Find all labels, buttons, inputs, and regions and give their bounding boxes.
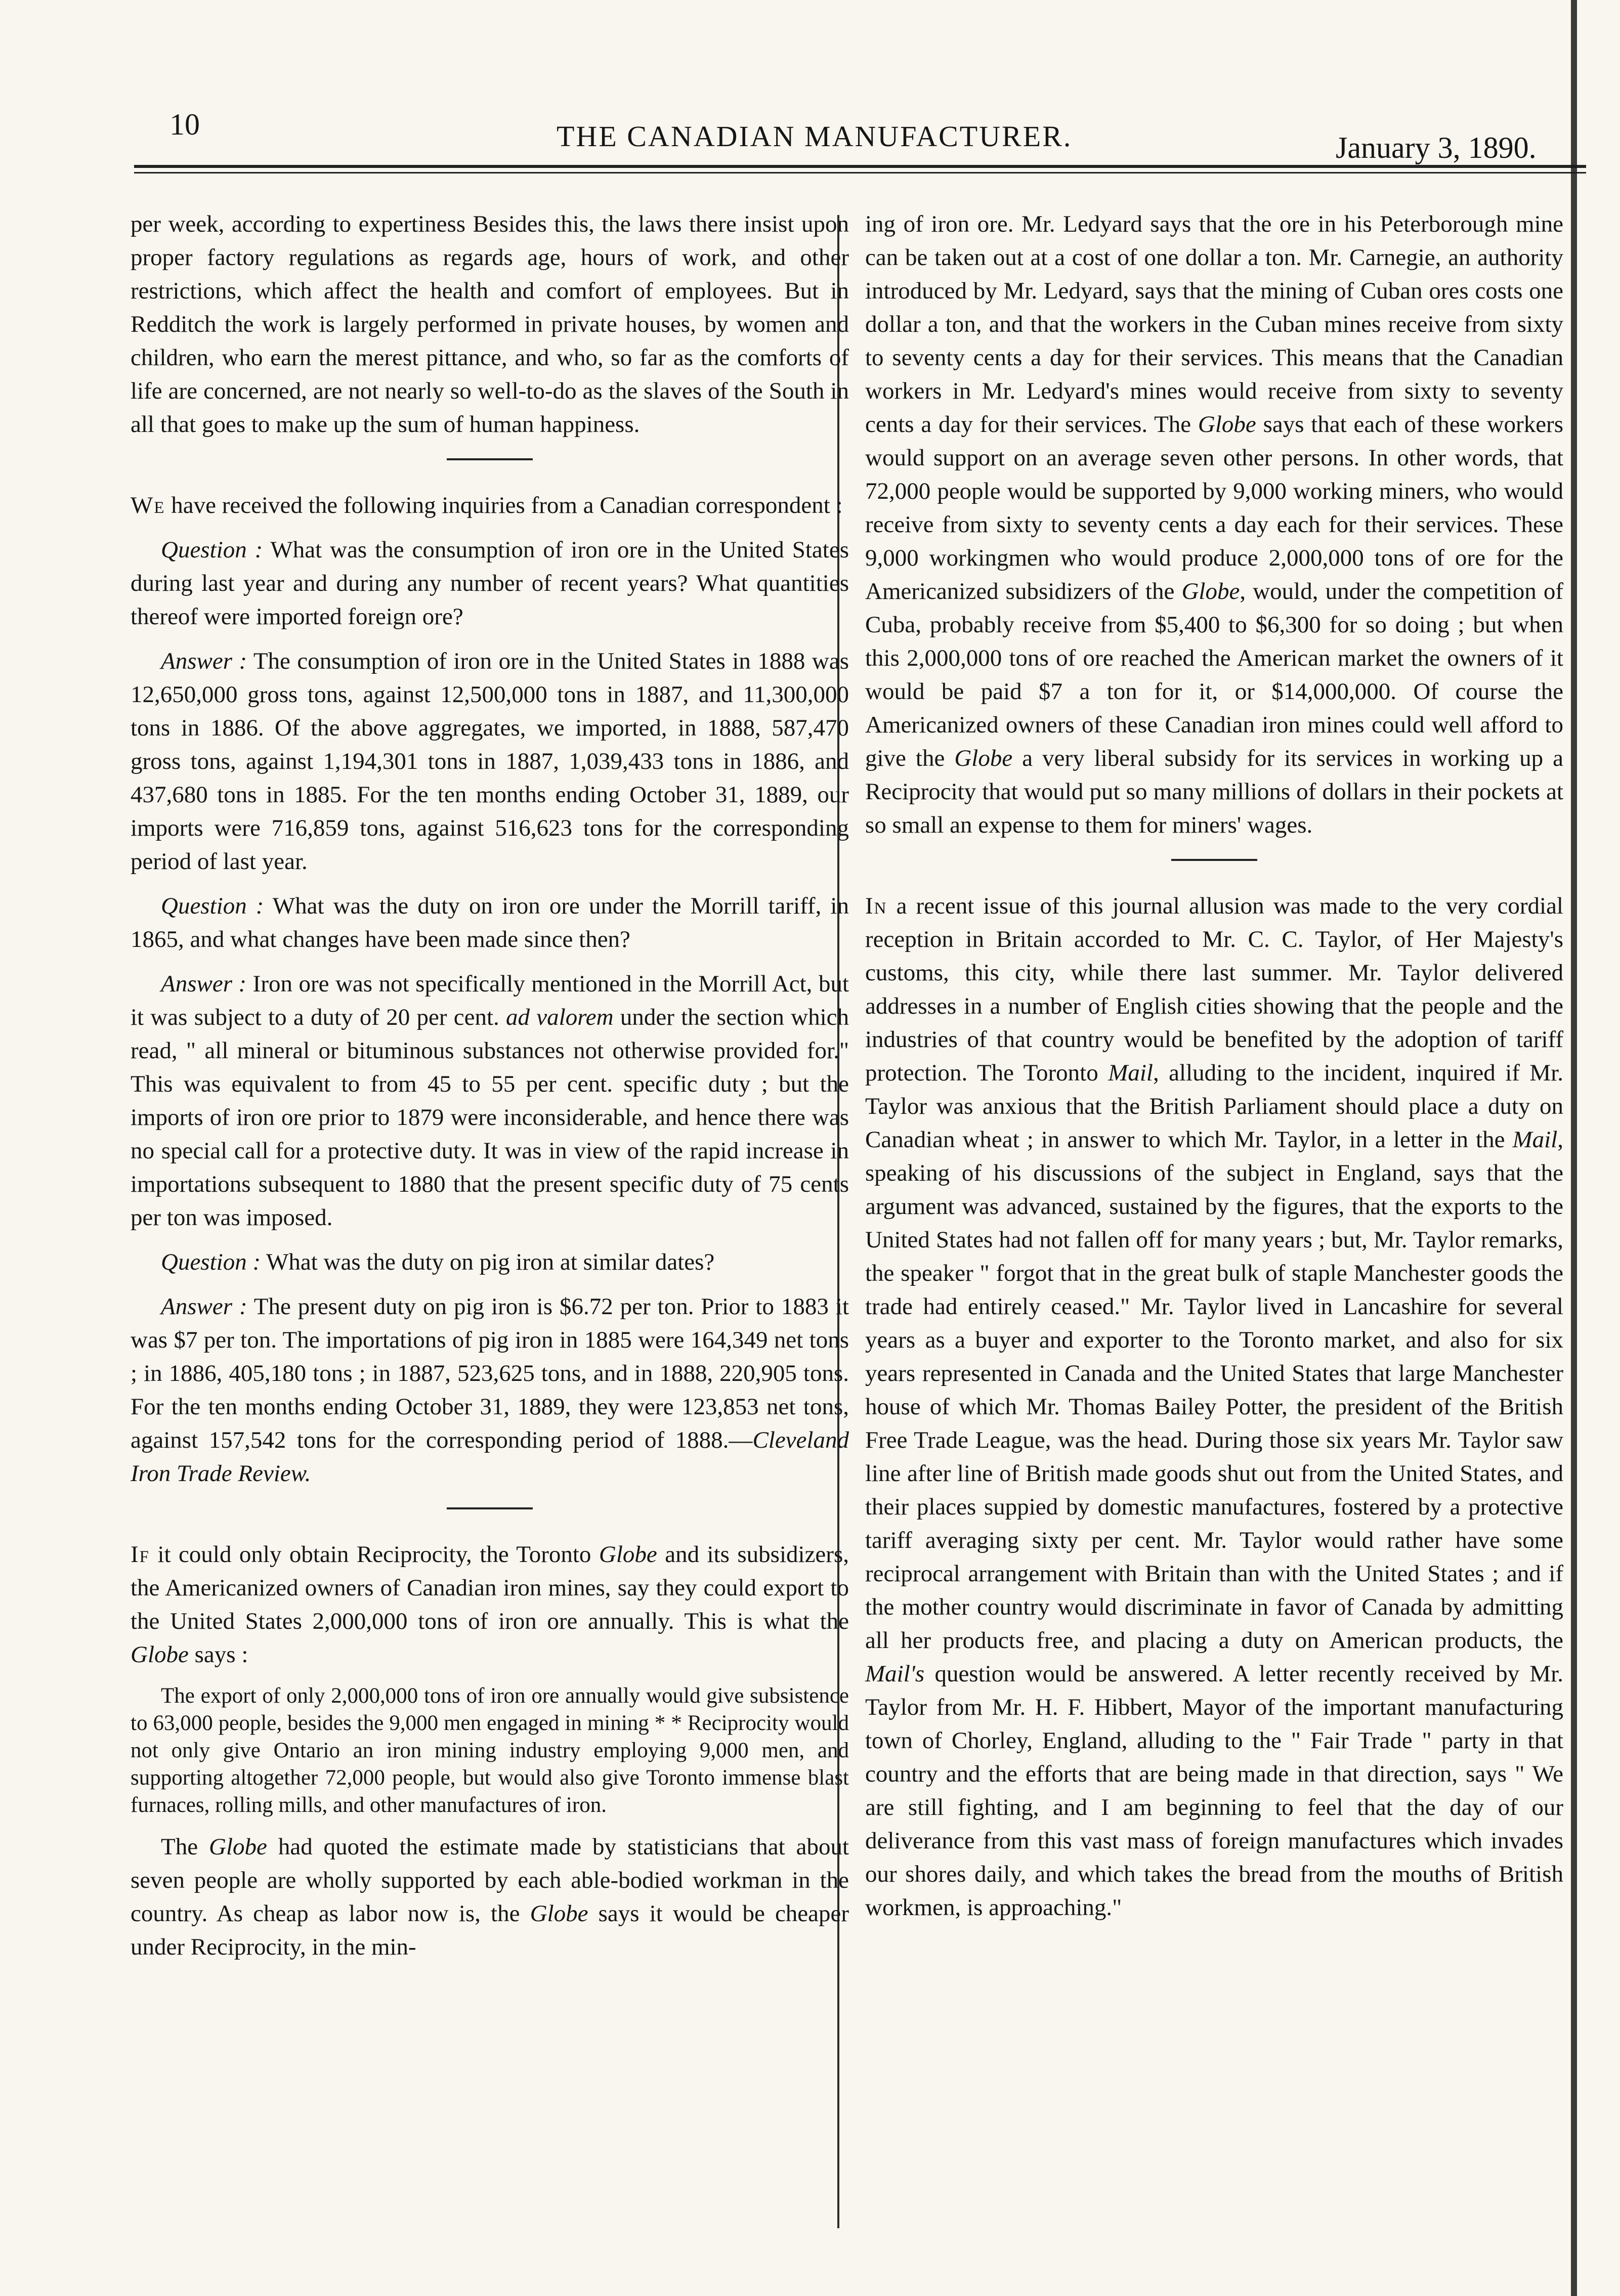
taylor-text: question would be answered. A letter recently received by Mr. Taylor from Mr. H. F. Hibbert, Mayor of the important manufacturing town of Chorley, England, alluding to the " Fair Trade " party in that country and the efforts that are being made in that direction, says " We are still fighting, and I am beginning to feel that the day of our deliverance from this vast mass of foreign manufactures which invades our shores daily, and which takes the bread from the mouths of British workmen, is approaching." <box>865 1661 1563 1921</box>
reciprocity-text: says : <box>194 1641 248 1668</box>
section-separator <box>447 1507 533 1509</box>
question-label: Question : <box>161 1249 261 1275</box>
taylor-text: , alluding to the incident, inquired if Mr. Taylor was anxious that the British Parliament should place a duty on Canadian wheat ; in answer to which Mr. Taylor, in a letter in the <box>865 1060 1563 1153</box>
page-number: 10 <box>169 108 200 141</box>
answer-text: The consumption of iron ore in the United States in 1888 was 12,650,000 gross tons, against 12,500,000 tons in 1887, and 11,300,000 tons in 1886. Of the above aggregates, we imported, in 1888, 587,470 gross tons, against 1,194,301 tons in 1887, 1,039,433 tons in 1886, and 437,680 tons in 1885. For the ten months ending October 31, 1889, our imports were 716,859 tons, against 516,623 tons for the corresponding period of last year. <box>131 648 849 875</box>
mail-ref: Mail's <box>865 1661 925 1687</box>
answer-3 <box>131 1290 849 1490</box>
reciprocity-intro <box>131 1538 849 1671</box>
ledyard-text: says that each of these workers would support on an average seven other persons. In other words, that 72,000 people would be supported by 9,000 working miners, who would receive from sixty to seventy cents a day each for their services. These 9,000 workingmen who would produce 2,000,000 tons of ore for the Americanized subsidizers of the <box>865 411 1563 604</box>
taylor-text: a recent issue of this journal allusion was made to the very cordial reception in Britain accorded to Mr. C. C. Taylor, of Her Majesty's customs, this city, while there last summer. Mr. Taylor delivered addresses in a number of English cities showing that the people and the industries of that country would be benefited by the adoption of tariff protection. The Toronto <box>865 893 1563 1086</box>
answer-label: Answer : <box>161 648 247 674</box>
mail-ref: Mail <box>1512 1127 1558 1153</box>
globe-ref: Globe <box>530 1900 588 1927</box>
question-text: What was the duty on iron ore under the Morrill tariff, in 1865, and what changes have been made since then? <box>131 893 849 952</box>
inquiries-intro-text: have received the following inquiries from a Canadian correspondent : <box>171 492 843 518</box>
globe-ref: Globe <box>1198 411 1256 438</box>
ledyard-text: a very liberal subsidy for its services in working up a Reciprocity that would put so many millions of dollars in their pockets at so small an expense to them for miners' wages. <box>865 745 1564 838</box>
globe-ref: Globe <box>209 1834 267 1860</box>
taylor-paragraph <box>865 889 1563 1924</box>
left-column <box>131 207 849 1975</box>
question-text: What was the consumption of iron ore in the United States during last year and during any number of recent years? What quantities thereof were imported foreign ore? <box>131 537 849 630</box>
answer-source: Cleveland Iron Trade Review. <box>131 1427 849 1487</box>
answer-1 <box>131 644 849 878</box>
ledyard-paragraph <box>865 207 1563 842</box>
answer-label: Answer : <box>161 1293 247 1320</box>
globe-estimate-paragraph <box>131 1830 849 1964</box>
question-label: Question : <box>161 893 264 919</box>
publication-title: THE CANADIAN MANUFACTURER. <box>557 120 1073 153</box>
estimate-text: had quoted the estimate made by statisticians that about seven people are wholly supported by each able-bodied workman in the country. As cheap as labor now is, the <box>131 1834 849 1927</box>
section-separator <box>447 458 533 460</box>
answer-text: under the section which read, " all mineral or bituminous substances not otherwise provided for." This was equivalent to from 45 to 55 per cent. specific duty ; but the imports of iron ore prior to 1879 were inconsiderable, and hence there was no special call for a protective duty. It was in view of the rapid increase in importations subsequent to 1880 that the present specific duty of 75 cents per ton was imposed. <box>131 1004 849 1231</box>
estimate-text: says it would be cheaper under Reciprocity, in the min- <box>131 1900 849 1960</box>
answer-italic: ad valorem <box>506 1004 614 1030</box>
question-text: What was the duty on pig iron at similar dates? <box>266 1249 715 1275</box>
globe-ref: Globe <box>1181 578 1240 604</box>
inquiries-intro <box>131 489 849 522</box>
reciprocity-text: it could only obtain Reciprocity, the Toronto <box>157 1541 591 1568</box>
mail-ref: Mail <box>1108 1060 1153 1086</box>
question-label: Question : <box>161 537 263 563</box>
lead-word: In <box>865 893 887 919</box>
globe-quote: The export of only 2,000,000 tons of iron ore annually would give subsistence to 63,000 people, besides the 9,000 men engaged in mining * * Reciprocity would not only give Ontario an iron mining industry employing 9,000 men, and supporting altogether 72,000 people, but would also give Toronto immense blast furnaces, rolling mills, and other manufactures of iron. <box>131 1684 849 1817</box>
scan-edge <box>1571 0 1577 2296</box>
ledyard-text: , would, under the competition of Cuba, probably receive from $5,400 to $6,300 for so doing ; but when this 2,000,000 tons of ore reached the American market the owners of it would be paid $7 a ton for it, or $14,000,000. Of course the Americanized owners of these Canadian iron mines could well afford to give the <box>865 578 1563 771</box>
question-2 <box>131 889 849 956</box>
globe-ref: Globe <box>131 1641 189 1668</box>
page-header <box>0 0 1620 167</box>
header-rule <box>134 165 1586 168</box>
answer-label: Answer : <box>161 971 247 997</box>
answer-text: Iron ore was not specifically mentioned in the Morrill Act, but it was subject to a duty of 20 per cent. <box>131 971 849 1030</box>
lead-word: If <box>131 1541 150 1568</box>
header-rule-thin <box>134 172 1586 174</box>
lead-word: We <box>131 492 165 518</box>
section-separator <box>1171 859 1257 861</box>
ledyard-text: ing of iron ore. Mr. Ledyard says that the ore in his Peterborough mine can be taken out at a cost of one dollar a ton. Mr. Carnegie, an authority introduced by Mr. Ledyard, says that the mining of Cuban ores costs one dollar a ton, and that the workers in the Cuban mines receive from sixty to seventy cents a day for their services. This means that the Canadian workers in Mr. Ledyard's mines would receive from sixty to seventy cents a day for their services. The <box>865 211 1563 438</box>
redditch-paragraph: per week, according to expertiness Besides this, the laws there insist upon proper factory regulations as regards age, hours of work, and other restrictions, which affect the health and comfort of employees. But in Redditch the work is largely performed in private houses, by women and children, who earn the merest pittance, and who, so far as the comforts of life are concerned, are not nearly so well-to-do as the slaves of the South in all that goes to make up the sum of human happiness. <box>131 211 849 438</box>
reciprocity-text: and its subsidizers, the Americanized owners of Canadian iron mines, say they could export to the United States 2,000,000 tons of iron ore annually. This is what the <box>131 1541 849 1634</box>
question-1 <box>131 533 849 633</box>
issue-date: January 3, 1890. <box>1336 131 1537 164</box>
globe-ref: Globe <box>954 745 1013 771</box>
answer-2 <box>131 967 849 1234</box>
estimate-text: The <box>161 1834 198 1860</box>
question-3 <box>131 1245 849 1279</box>
answer-text: The present duty on pig iron is $6.72 per ton. Prior to 1883 it was $7 per ton. The importations of pig iron in 1885 were 164,349 net tons ; in 1886, 405,180 tons ; in 1887, 523,625 tons, and in 1888, 220,905 tons. For the ten months ending October 31, 1889, they were 123,853 net tons, against 157,542 tons for the corresponding period of 1888.— <box>131 1293 849 1453</box>
globe-ref: Globe <box>599 1541 657 1568</box>
taylor-text: , speaking of his discussions of the subject in England, says that the argument was advanced, sustained by the figures, that the exports to the United States had not fallen off for many years ; but, Mr. Taylor remarks, the speaker " forgot that in the great bulk of staple Manchester goods the trade had entirely ceased." Mr. Taylor lived in Lancashire for several years as a buyer and exporter to the Toronto market, and also for six years represented in Canada and the United States that large Manchester house of which Mr. Thomas Bailey Potter, the president of the British Free Trade League, was the head. During those six years Mr. Taylor saw line after line of British made goods shut out from the United States, and their places suppied by domestic manufactures, fostered by a protective tariff averaging sixty per cent. Mr. Taylor would rather have some reciprocal arrangement with Britain than with the United States ; and if the mother country would discriminate in favor of Canada by admitting all her products free, and placing a duty on American products, the <box>865 1127 1564 1654</box>
right-column <box>865 207 1563 1935</box>
